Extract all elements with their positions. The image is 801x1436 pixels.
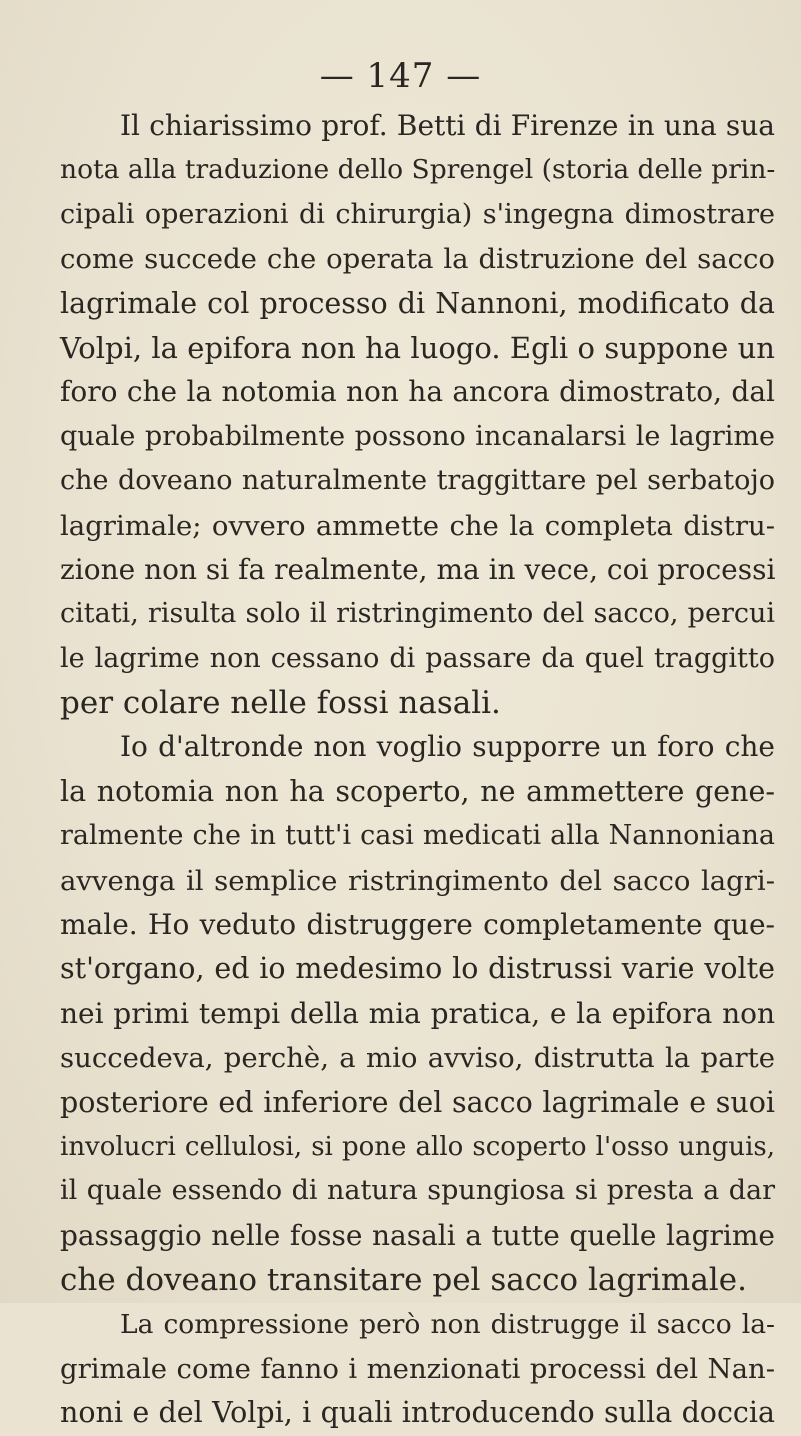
text-line: che doveano transitare pel sacco lagrimale. xyxy=(60,1262,747,1299)
text-line: lagrimale col processo di Nannoni, modificato da xyxy=(60,286,775,320)
text-line: La compressione però non distrugge il sacco la- xyxy=(120,1308,775,1340)
text-line: quale probabilmente possono incanalarsi le lagrime xyxy=(60,420,775,452)
text-line: Io d'altronde non voglio supporre un foro che xyxy=(120,730,775,764)
text-line: cipali operazioni di chirurgia) s'ingegna dimostrare xyxy=(60,198,775,230)
text-line: foro che la notomia non ha ancora dimostrato, dal xyxy=(60,375,775,409)
text-line: Volpi, la epifora non ha luogo. Egli o suppone un xyxy=(60,330,775,365)
text-line: involucri cellulosi, si pone allo scoperto l'osso unguis, xyxy=(60,1131,775,1162)
text-line: st'organo, ed io medesimo lo distrussi varie volte xyxy=(60,952,775,986)
text-line: ralmente che in tutt'i casi medicati alla Nannoniana xyxy=(60,820,775,852)
text-line: nota alla traduzione dello Sprengel (storia delle prin- xyxy=(60,154,776,186)
text-line: che doveano naturalmente traggittare pel serbatojo xyxy=(60,465,775,497)
text-line: grimale come fanno i menzionati processi del Nan- xyxy=(60,1352,775,1385)
text-line: male. Ho veduto distruggere completamente que- xyxy=(60,908,775,942)
text-line: la notomia non ha scoperto, ne ammettere gene- xyxy=(60,774,775,808)
text-line: nei primi tempi della mia pratica, e la epifora non xyxy=(60,996,775,1030)
text-line: Il chiarissimo prof. Betti di Firenze in una sua xyxy=(120,109,775,142)
text-line: avvenga il semplice ristringimento del sacco lagri- xyxy=(60,864,775,897)
text-line: come succede che operata la distruzione del sacco xyxy=(60,243,775,276)
text-line: il quale essendo di natura spungiosa si presta a dar xyxy=(60,1175,775,1207)
page-number: — 147 — xyxy=(319,56,482,96)
text-line: succedeva, perchè, a mio avviso, distrutta la parte xyxy=(60,1042,775,1075)
text-line: noni e del Volpi, i quali introducendo sulla doccia xyxy=(60,1396,775,1430)
text-line: passaggio nelle fosse nasali a tutte quelle lagrime xyxy=(60,1218,775,1252)
text-line: lagrimale; ovvero ammette che la completa distru- xyxy=(60,509,775,542)
text-line: le lagrime non cessano di passare da quel traggitto xyxy=(60,642,775,674)
body-text xyxy=(60,104,775,1436)
text-line: citati, risulta solo il ristringimento del sacco, percui xyxy=(60,598,775,630)
text-line: per colare nelle fossi nasali. xyxy=(60,685,501,722)
text-line: posteriore ed inferiore del sacco lagrimale e suoi xyxy=(60,1085,775,1119)
text-line: zione non si fa realmente, ma in vece, coi processi xyxy=(60,552,776,586)
